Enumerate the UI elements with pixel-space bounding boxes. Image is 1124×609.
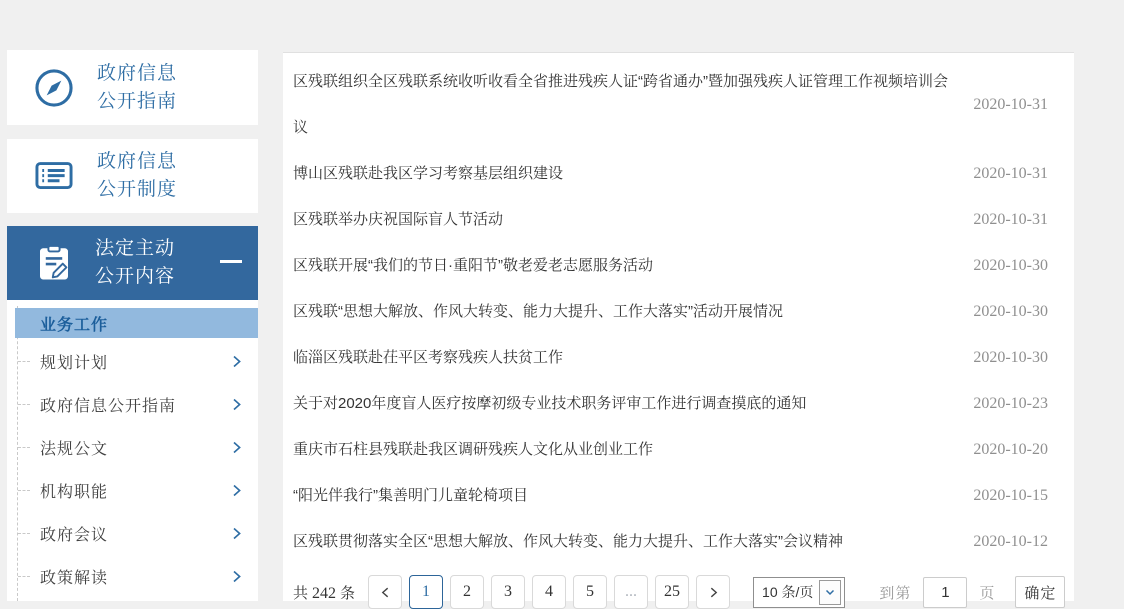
menu-item-label: 规划计划 xyxy=(40,355,109,372)
sidebar-menu-items xyxy=(7,340,258,598)
chevron-right-icon xyxy=(229,483,244,498)
news-row xyxy=(293,243,1048,289)
news-date: 2020-10-31 xyxy=(973,165,1048,182)
goto-suffix-label: 页 xyxy=(979,584,996,602)
page-size-select[interactable] xyxy=(753,577,845,608)
page-button[interactable]: 4 xyxy=(532,575,566,609)
news-date: 2020-10-12 xyxy=(973,533,1048,550)
news-title-link[interactable]: 区残联“思想大解放、作风大转变、能力大提升、工作大落实”活动开展情况 xyxy=(293,303,783,320)
news-title-link[interactable]: “阳光伴我行”集善明门儿童轮椅项目 xyxy=(293,487,528,504)
total-number: 242 xyxy=(312,584,337,602)
section-label xyxy=(95,235,175,291)
news-title-link[interactable]: 区残联组织全区残联系统收听收看全省推进残疾人证“跨省通办”暨加强残疾人证管理工作视频培训会议 xyxy=(293,73,948,136)
news-date: 2020-10-30 xyxy=(973,349,1048,366)
sidebar-menu-item[interactable] xyxy=(7,340,258,383)
menu-item-label: 机构职能 xyxy=(40,484,109,501)
news-row xyxy=(293,289,1048,335)
document-icon xyxy=(31,153,77,199)
total-suffix: 条 xyxy=(340,584,356,602)
news-row xyxy=(293,381,1048,427)
news-date: 2020-10-30 xyxy=(973,257,1048,274)
news-date: 2020-10-20 xyxy=(973,441,1048,458)
chevron-right-icon xyxy=(229,569,244,584)
pagination xyxy=(293,575,1057,609)
section-label-line2: 公开内容 xyxy=(95,266,176,287)
page-buttons xyxy=(409,575,696,609)
goto-prefix-label: 到第 xyxy=(879,584,912,602)
compass-icon xyxy=(31,65,77,111)
sidebar-menu-item[interactable] xyxy=(7,426,258,469)
sidebar-menu-item[interactable] xyxy=(7,512,258,555)
card-label-line2: 公开制度 xyxy=(97,179,178,200)
sidebar-card-label xyxy=(97,148,177,204)
card-label-line1: 政府信息 xyxy=(97,62,178,84)
goto-page-input[interactable] xyxy=(923,577,967,608)
clipboard-pencil-icon xyxy=(33,242,75,284)
news-title-link[interactable]: 区残联举办庆祝国际盲人节活动 xyxy=(293,211,504,228)
menu-item-label: 政策解读 xyxy=(40,570,109,587)
card-label-line1: 政府信息 xyxy=(97,151,178,172)
news-title-link[interactable]: 区残联开展“我们的节日·重阳节”敬老爱老志愿服务活动 xyxy=(293,257,653,274)
news-title-link[interactable]: 关于对2020年度盲人医疗按摩初级专业技术职务评审工作进行调查摸底的通知 xyxy=(293,395,807,412)
chevron-right-icon xyxy=(229,397,244,412)
sidebar-section-legal-disclosure[interactable] xyxy=(7,226,258,300)
page-button[interactable]: ... xyxy=(614,575,648,609)
page-button[interactable]: 1 xyxy=(409,575,443,609)
total-count xyxy=(293,582,355,603)
sidebar-menu xyxy=(7,300,258,601)
sidebar-card-label xyxy=(97,60,177,116)
page-button[interactable]: 3 xyxy=(491,575,525,609)
menu-item-label: 政府信息公开指南 xyxy=(40,398,177,415)
news-row xyxy=(293,335,1048,381)
news-row xyxy=(293,59,1048,151)
chevron-right-icon xyxy=(229,354,244,369)
news-title-link[interactable]: 重庆市石柱县残联赴我区调研残疾人文化从业创业工作 xyxy=(293,441,654,458)
page-button[interactable]: 5 xyxy=(573,575,607,609)
collapse-minus-icon[interactable] xyxy=(220,260,242,263)
goto-page xyxy=(879,577,995,608)
news-title-link[interactable]: 临淄区残联赴茌平区考察残疾人扶贫工作 xyxy=(293,349,564,366)
news-date: 2020-10-31 xyxy=(973,211,1048,228)
sidebar-menu-item[interactable] xyxy=(7,555,258,598)
sidebar-item-business-work[interactable]: 业务工作 xyxy=(15,308,258,338)
page-button[interactable]: 2 xyxy=(450,575,484,609)
menu-item-label: 政府会议 xyxy=(40,527,109,544)
prev-page-button[interactable] xyxy=(368,575,402,609)
news-title-link[interactable]: 博山区残联赴我区学习考察基层组织建设 xyxy=(293,165,564,182)
news-row xyxy=(293,519,1048,565)
news-panel xyxy=(283,52,1074,601)
news-date: 2020-10-23 xyxy=(973,395,1048,412)
news-date: 2020-10-30 xyxy=(973,303,1048,320)
news-row xyxy=(293,473,1048,519)
sidebar-menu-item[interactable] xyxy=(7,383,258,426)
page-button[interactable]: 25 xyxy=(655,575,689,609)
confirm-button[interactable]: 确定 xyxy=(1015,576,1065,608)
chevron-right-icon xyxy=(229,526,244,541)
news-row xyxy=(293,197,1048,243)
card-label-line2: 公开指南 xyxy=(97,90,178,112)
news-row xyxy=(293,427,1048,473)
news-row xyxy=(293,151,1048,197)
news-date: 2020-10-31 xyxy=(973,96,1048,113)
news-date: 2020-10-15 xyxy=(973,487,1048,504)
news-list xyxy=(293,59,1048,565)
sidebar-card-info-system[interactable] xyxy=(7,139,258,213)
total-prefix: 共 xyxy=(293,584,309,602)
chevron-right-icon xyxy=(229,440,244,455)
sidebar-card-info-guide[interactable] xyxy=(7,50,258,125)
next-page-button[interactable] xyxy=(696,575,730,609)
page-size-value: 10 条/页 xyxy=(762,584,814,600)
sidebar-menu-item[interactable] xyxy=(7,469,258,512)
menu-item-label: 法规公文 xyxy=(40,441,109,458)
news-title-link[interactable]: 区残联贯彻落实全区“思想大解放、作风大转变、能力大提升、工作大落实”会议精神 xyxy=(293,533,843,550)
section-label-line1: 法定主动 xyxy=(95,238,176,259)
